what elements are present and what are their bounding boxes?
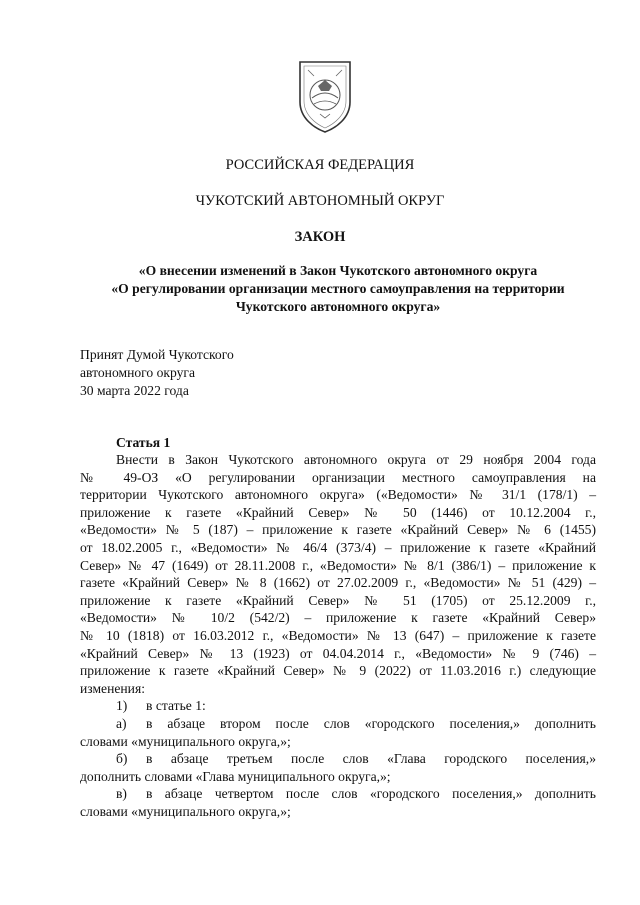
adoption-info	[80, 346, 234, 400]
list-item-1	[80, 697, 596, 715]
item-text: в статье 1:	[146, 698, 206, 714]
item-letter: б)	[116, 751, 128, 767]
item-letter: а)	[116, 715, 127, 731]
item-continuation: словами «муниципального округа,»;	[80, 733, 291, 749]
adoption-date: 30 марта 2022 года	[80, 383, 189, 398]
law-title-line: «О регулировании организации местного самоуправления на территории	[111, 281, 565, 296]
item-continuation: дополнить словами «Глава муниципального округа,»;	[80, 768, 391, 784]
paragraph-line: «Ведомости» № 10/2 (542/2) – приложение к газете «Крайний Север»	[80, 610, 596, 626]
law-title	[78, 262, 598, 316]
item-number: 1)	[116, 698, 128, 714]
item-text: в абзаце третьем после слов «Глава городского поселения,»	[146, 751, 596, 767]
paragraph-line: Север» № 47 (1649) от 28.11.2008 г., «Ведомости» № 8/1 (386/1) – приложение к	[80, 557, 596, 573]
paragraph-line: приложение к газете «Крайний Север» № 51 (1705) от 25.12.2009 г.,	[80, 592, 596, 608]
paragraph-line: от 18.02.2005 г., «Ведомости» № 46/4 (373/4) – приложение к газете «Крайний	[80, 539, 596, 555]
coat-of-arms-emblem	[296, 58, 354, 134]
article-heading: Статья 1	[116, 435, 171, 450]
country-heading: РОССИЙСКАЯ ФЕДЕРАЦИЯ	[225, 157, 415, 173]
item-text: в абзаце четвертом после слов «городского поселения,» дополнить	[146, 786, 596, 802]
law-title-line: «О внесении изменений в Закон Чукотского автономного округа	[138, 263, 538, 278]
sub-item-b	[80, 750, 596, 768]
paragraph-line: территории Чукотского автономного округа» («Ведомости» № 31/1 (178/1) –	[80, 487, 596, 503]
paragraph-line: приложение к газете «Крайний Север» № 9 (2022) от 11.03.2016 г.) следующие	[80, 663, 596, 679]
adoption-line: автономного округа	[80, 365, 196, 380]
document-type-heading: ЗАКОН	[294, 229, 346, 245]
item-text: в абзаце втором после слов «городского поселения,» дополнить	[146, 715, 596, 731]
paragraph-line: приложение к газете «Крайний Север» № 50 (1446) от 10.12.2004 г.,	[80, 504, 596, 520]
item-letter: в)	[116, 786, 127, 802]
sub-item-a	[80, 715, 596, 733]
paragraph-line: «Крайний Север» № 13 (1923) от 04.04.2014 г., «Ведомости» № 9 (746) –	[80, 645, 596, 661]
paragraph-line: № 10 (1818) от 16.03.2012 г., «Ведомости» № 13 (647) – приложение к газете	[80, 627, 596, 643]
paragraph-line: «Ведомости» № 5 (187) – приложение к газете «Крайний Север» № 6 (1455)	[80, 522, 596, 538]
sub-item-v	[80, 785, 596, 803]
paragraph-line: газете «Крайний Север» № 8 (1662) от 27.02.2009 г., «Ведомости» № 51 (429) –	[80, 575, 596, 591]
region-heading: ЧУКОТСКИЙ АВТОНОМНЫЙ ОКРУГ	[195, 193, 445, 209]
item-continuation: словами «муниципального округа,»;	[80, 803, 291, 819]
law-title-line: Чукотского автономного округа»	[235, 299, 441, 314]
paragraph-line: Внести в Закон Чукотского автономного округа от 29 ноября 2004 года	[116, 452, 596, 467]
adoption-line: Принят Думой Чукотского	[80, 347, 234, 362]
article-body	[80, 451, 596, 820]
paragraph-line: изменения:	[80, 680, 145, 696]
paragraph-line: № 49-ОЗ «О регулировании организации местного самоуправления на	[80, 469, 596, 485]
